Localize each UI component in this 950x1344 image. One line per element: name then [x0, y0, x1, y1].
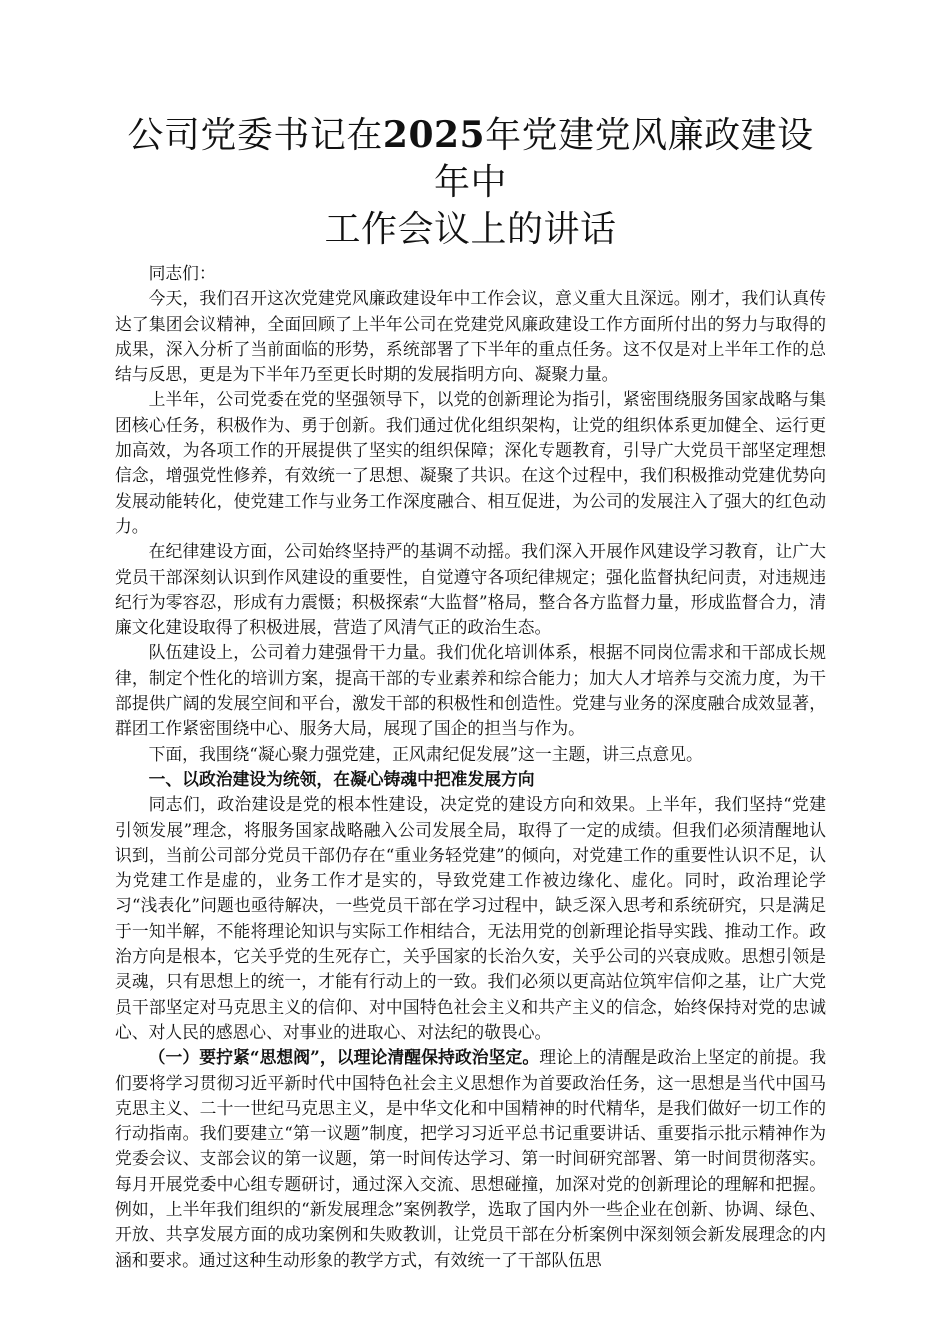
paragraph: 今天，我们召开这次党建党风廉政建设年中工作会议，意义重大且深远。刚才，我们认真传达了集团会议精神，全面回顾了上半年公司在党建党风廉政建设工作方面所付出的努力与取得的成果，深入分析了当前面临的形势，系统部署了下半年的重点任务。这不仅是对上半年工作的总结与反思，更是为下半年乃至更长时期的发展指明方向、凝聚力量。: [115, 288, 826, 385]
document-title: [115, 112, 826, 253]
salutation: 同志们：: [148, 263, 216, 283]
paragraph: 下面，我围绕“凝心聚力强党建，正风肃纪促发展”这一主题，讲三点意见。: [148, 743, 703, 764]
title-part: 公司党委书记在: [127, 115, 383, 156]
paragraph-text: 理论上的清醒是政治上坚定的前提。我们要将学习贯彻习近平新时代中国特色社会主义思想作为首要政治任务，这一思想是当代中国马克思主义、二十一世纪马克思主义，是中华文化和中国精神的时代精华，是我们做好一切工作的行动指南。我们要建立“第一议题”制度，把学习习近平总书记重要讲话、重要指示批示精神作为党委会议、支部会议的第一议题，第一时间传达学习、第一时间研究部署、第一时间贯彻落实。每月开展党委中心组专题研讨，通过深入交流、思想碰撞，加深对党的创新理论的理解和把握。例如，上半年我们组织的“新发展理念”案例教学，选取了国内外一些企业在创新、协调、绿色、开放、共享发展方面的成功案例和失败教训，让党员干部在分析案例中深刻领会新发展理念的内涵和要求。通过这种生动形象的教学方式，有效统一了干部队伍思: [115, 1047, 826, 1270]
title-part: 年党建党风廉政建设年中: [433, 115, 814, 203]
paragraph: 同志们，政治建设是党的根本性建设，决定党的建设方向和效果。上半年，我们坚持“党建引领发展”理念，将服务国家战略融入公司发展全局，取得了一定的成绩。但我们必须清醒地认识到，当前公司部分党员干部仍存在“重业务轻党建”的倾向，对党建工作的重要性认识不足，认为党建工作是虚的，业务工作才是实的，导致党建工作被边缘化、虚化。同时，政治理论学习“浅表化”问题也亟待解决，一些党员干部在学习过程中，缺乏深入思考和系统研究，只是满足于一知半解，不能将理论知识与实际工作相结合，无法用党的创新理论指导实践、推动工作。政治方向是根本，它关乎党的生死存亡，关乎国家的长治久安，关乎公司的兴衰成败。思想引领是灵魂，只有思想上的统一，才能有行动上的一致。我们必须以更高站位筑牢信仰之基，让广大党员干部坚定对马克思主义的信仰、对中国特色社会主义和共产主义的信念，始终保持对党的忠诚心、对人民的感恩心、对事业的进取心、对法纪的敬畏心。: [115, 794, 826, 1042]
paragraph: 队伍建设上，公司着力建强骨干力量。我们优化培训体系，根据不同岗位需求和干部成长规律，制定个性化的培训方案，提高干部的专业素养和综合能力；加大人才培养与交流力度，为干部提供广阔的发展空间和平台，激发干部的积极性和创造性。党建与业务的深度融合成效显著，群团工作紧密围绕中心、服务大局，展现了国企的担当与作为。: [115, 642, 826, 739]
paragraph: 上半年，公司党委在党的坚强领导下，以党的创新理论为指引，紧密围绕服务国家战略与集团核心任务，积极作为、勇于创新。我们通过优化组织架构，让党的组织体系更加健全、运行更加高效，为各项工作的开展提供了坚实的组织保障；深化专题教育，引导广大党员干部坚定理想信念，增强党性修养，有效统一了思想、凝聚了共识。在这个过程中，我们积极推动党建优势向发展动能转化，使党建工作与业务工作深度融合、相互促进，为公司的发展注入了强大的红色动力。: [115, 389, 826, 536]
title-line-2: 工作会议上的讲话: [324, 209, 617, 250]
paragraph: 在纪律建设方面，公司始终坚持严的基调不动摇。我们深入开展作风建设学习教育，让广大党员干部深刻认识到作风建设的重要性，自觉遵守各项纪律规定；强化监督执纪问责，对违规违纪行为零容忍，形成有力震慑；积极探索“大监督”格局，整合各方监督力量，形成监督合力，清廉文化建设取得了积极进展，营造了风清气正的政治生态。: [115, 541, 826, 638]
paragraph: [115, 1045, 826, 1273]
section-heading: 一、以政治建设为统领，在凝心铸魂中把准发展方向: [148, 768, 535, 789]
subsection-heading: （一）要拧紧“思想阀”，以理论清醒保持政治坚定。: [148, 1047, 540, 1068]
title-year: 2025: [382, 114, 486, 156]
